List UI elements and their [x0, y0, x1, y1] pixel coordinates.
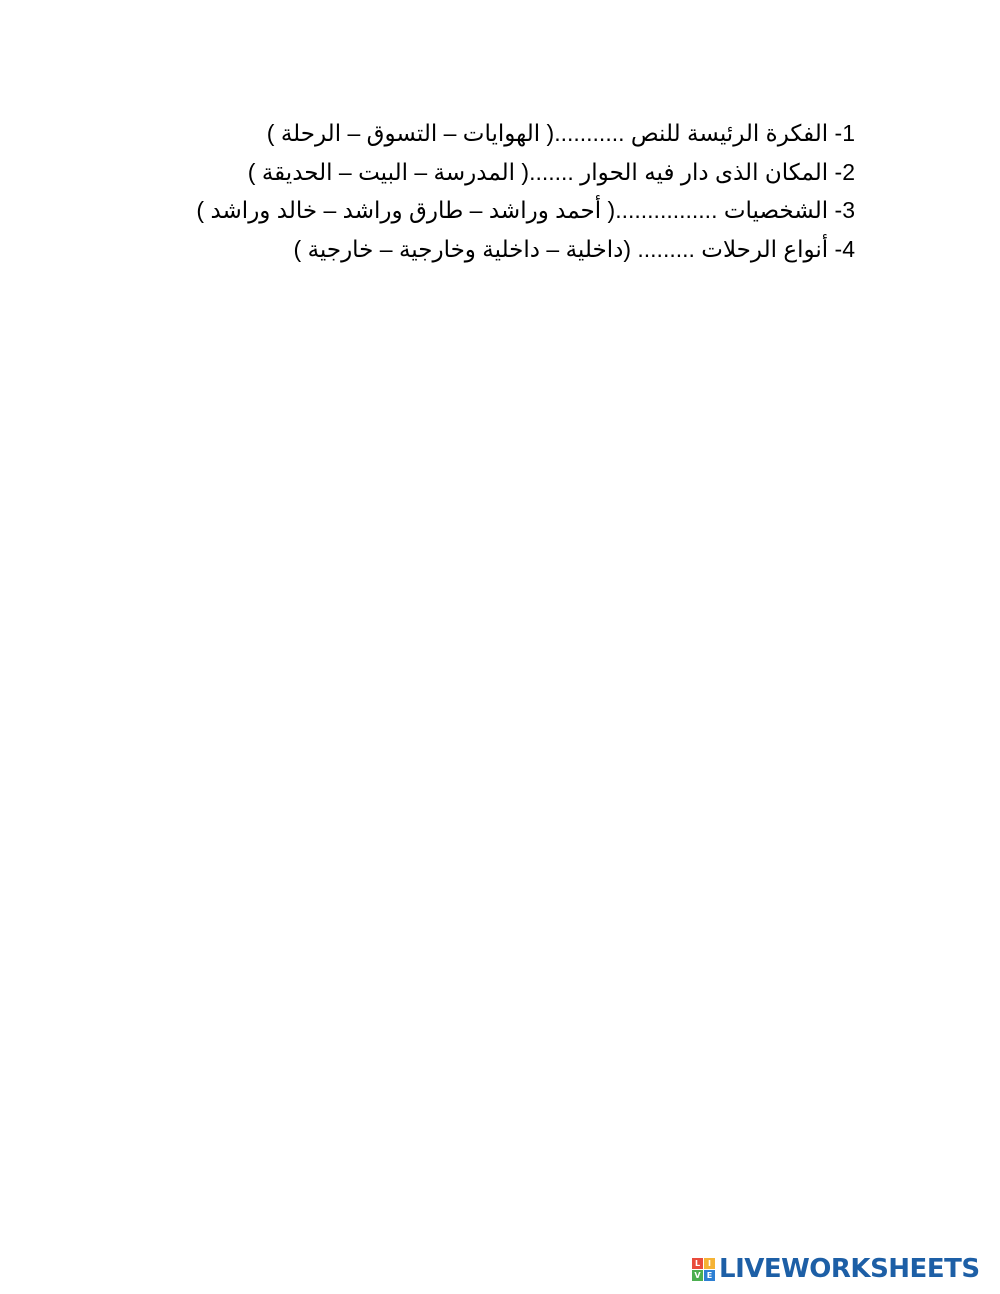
liveworksheets-logo: [692, 1254, 980, 1284]
worksheet-questions: [120, 114, 855, 268]
logo-text: LIVEWORKSHEETS: [719, 1254, 980, 1284]
question-4: 4- أنواع الرحلات ......... (داخلية – داخلية وخارجية – خارجية ): [293, 235, 855, 262]
logo-mark-letter-e: E: [704, 1270, 715, 1281]
logo-mark-icon: [692, 1258, 715, 1281]
question-3: 3- الشخصيات ................( أحمد وراشد – طارق وراشد – خالد وراشد ): [196, 197, 855, 223]
logo-mark-letter-l: L: [692, 1258, 703, 1269]
question-2: 2- المكان الذى دار فيه الحوار .......( المدرسة – البيت – الحديقة ): [247, 158, 855, 185]
question-1: 1- الفكرة الرئيسة للنص ...........( الهوايات – التسوق – الرحلة ): [266, 120, 855, 146]
logo-mark-letter-i: I: [704, 1258, 715, 1269]
logo-mark-letter-v: V: [692, 1270, 703, 1281]
